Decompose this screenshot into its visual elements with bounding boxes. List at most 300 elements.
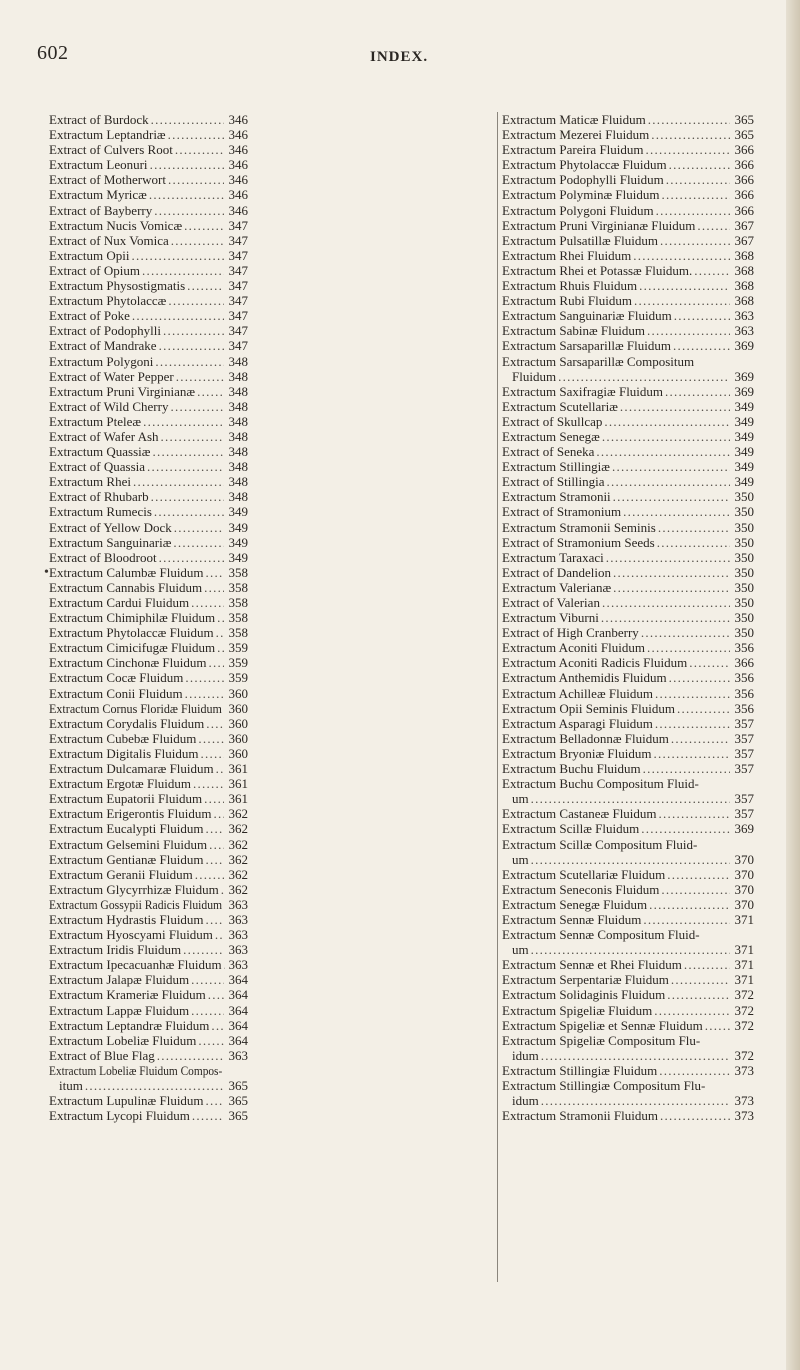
entry-name: Extractum Stramonii (502, 489, 611, 505)
entry-page-number: 364 (228, 1002, 248, 1018)
dot-leader (647, 323, 730, 338)
entry-page-number: 348 (228, 489, 248, 505)
entry-page-number: 366 (734, 157, 754, 173)
index-entry (49, 414, 248, 429)
dot-leader (85, 1078, 224, 1093)
index-entry (502, 852, 754, 867)
dot-leader (669, 157, 730, 172)
entry-name: Extractum Buchu Compositum Fluid- (502, 776, 699, 792)
dot-leader (558, 369, 730, 384)
entry-name: Extractum Stillingiæ (502, 459, 610, 475)
index-entry (502, 595, 754, 610)
index-entry (49, 852, 248, 867)
dot-leader (613, 489, 730, 504)
index-entry (49, 1003, 248, 1018)
dot-leader (531, 852, 730, 867)
index-entry (49, 1108, 248, 1123)
index-entry (502, 1003, 754, 1018)
entry-name: itum (59, 1078, 83, 1093)
index-entry (502, 776, 754, 791)
entry-page-number: 347 (228, 308, 248, 324)
dot-leader (674, 308, 730, 323)
entry-name: Extractum Scillæ Fluidum (502, 821, 640, 837)
entry-name: Extractum Eucalypti Fluidum (49, 821, 204, 837)
index-entry (49, 761, 248, 776)
index-entry (502, 429, 754, 444)
dot-leader (655, 686, 730, 701)
entry-name: Extractum Seneconis Fluidum (502, 881, 660, 897)
index-entry (502, 142, 754, 157)
index-entry (502, 399, 754, 414)
dot-leader (211, 1018, 224, 1033)
index-entry (49, 731, 248, 746)
dot-leader (604, 414, 730, 429)
dot-leader (191, 972, 224, 987)
entry-page-number: 358 (228, 564, 248, 580)
dot-leader (209, 837, 224, 852)
entry-name: Extract of Wafer Ash (49, 428, 159, 444)
entry-page-number: 348 (228, 413, 248, 429)
index-entry (49, 429, 248, 444)
entry-name: Extractum Serpentariæ Fluidum (502, 972, 669, 988)
index-entry (502, 957, 754, 972)
entry-page-number: 370 (734, 896, 754, 912)
entry-page-number: 368 (734, 293, 754, 309)
entry-name: Extractum Cannabis Fluidum (49, 579, 203, 595)
entry-page-number: 366 (734, 202, 754, 218)
index-entry (502, 746, 754, 761)
index-entry (49, 354, 248, 369)
entry-name: Extractum Rhuis Fluidum (502, 278, 638, 294)
index-entry (502, 927, 754, 942)
dot-leader (607, 474, 730, 489)
entry-page-number: 364 (228, 987, 248, 1003)
entry-page-number: 360 (228, 700, 248, 716)
index-entry (49, 323, 248, 338)
dot-leader (208, 987, 224, 1002)
dot-leader (634, 293, 730, 308)
index-entry (502, 972, 754, 987)
entry-page-number: 363 (734, 308, 754, 324)
dot-leader (659, 806, 730, 821)
page-number: 602 (37, 42, 69, 64)
dot-leader (677, 701, 730, 716)
dot-leader (195, 867, 224, 882)
entry-name: Extractum Krameriæ Fluidum (49, 987, 206, 1003)
index-entry (49, 308, 248, 323)
entry-page-number: 363 (734, 323, 754, 339)
entry-page-number: 359 (228, 640, 248, 656)
dot-leader (221, 882, 224, 897)
entry-name: Extractum Leptandriæ (49, 127, 166, 143)
entry-page-number: 347 (228, 323, 248, 339)
entry-page-number: 357 (734, 730, 754, 746)
entry-page-number: 350 (734, 504, 754, 520)
entry-name: Extract of Bayberry (49, 202, 153, 218)
dot-leader (155, 354, 224, 369)
entry-page-number: 349 (734, 428, 754, 444)
entry-page-number: 350 (734, 564, 754, 580)
index-entry (49, 912, 248, 927)
dot-leader (612, 459, 730, 474)
entry-name: Extractum Calumbæ Fluidum (49, 564, 204, 580)
dot-leader (655, 716, 730, 731)
index-entry (49, 444, 248, 459)
dot-leader (658, 520, 730, 535)
entry-page-number: 370 (734, 866, 754, 882)
entry-page-number: 346 (228, 172, 248, 188)
entry-name: Extractum Gelsemini Fluidum (49, 836, 208, 852)
index-entry (49, 670, 248, 685)
entry-name: Extractum Leonuri (49, 157, 148, 173)
dot-leader (174, 520, 224, 535)
entry-name: Extractum Rhei et Potassæ Fluidum. (502, 262, 693, 278)
entry-name: Extractum Sarsaparillæ Compositum (502, 353, 695, 369)
index-entry (502, 354, 754, 369)
index-entry (49, 746, 248, 761)
entry-page-number: 359 (228, 670, 248, 686)
index-column-left (49, 112, 249, 1123)
entry-page-number: 363 (228, 911, 248, 927)
entry-name: idum (512, 1047, 539, 1063)
index-entry (49, 1078, 248, 1093)
entry-name: Extract of Blue Flag (49, 1047, 155, 1063)
index-entry (502, 203, 754, 218)
entry-page-number: 349 (734, 474, 754, 490)
dot-leader (643, 912, 730, 927)
entry-name: Extractum Rumecis (49, 504, 152, 520)
dot-leader (613, 565, 730, 580)
page-edge (786, 0, 800, 1370)
entry-page-number: 371 (734, 942, 754, 958)
dot-leader (193, 776, 224, 791)
dot-leader (151, 112, 224, 127)
index-entry (49, 218, 248, 233)
dot-leader (659, 1063, 730, 1078)
dot-leader (643, 761, 730, 776)
dot-leader (217, 610, 224, 625)
entry-name: Extractum Gossypii Radicis Fluidum (49, 896, 223, 912)
dot-leader (159, 338, 224, 353)
dot-leader (206, 912, 224, 927)
entry-page-number: 348 (228, 383, 248, 399)
entry-name: Extractum Jalapæ Fluidum (49, 972, 190, 988)
entry-page-number: 363 (228, 942, 248, 958)
entry-page-number: 356 (734, 670, 754, 686)
entry-name: Extract of Seneka (502, 444, 595, 460)
entry-name: Extractum Glycyrrhizæ Fluidum (49, 881, 219, 897)
index-entry (502, 731, 754, 746)
entry-page-number: 349 (228, 549, 248, 565)
index-entry (49, 655, 248, 670)
dot-leader (673, 338, 730, 353)
entry-page-number: 348 (228, 368, 248, 384)
index-entry (49, 127, 248, 142)
entry-page-number: 363 (228, 957, 248, 973)
entry-name: Extractum Stillingiæ Fluidum (502, 1062, 658, 1078)
entry-name: Extractum Spigeliæ Compositum Flu- (502, 1032, 701, 1048)
entry-name: Extract of Water Pepper (49, 368, 174, 384)
index-entry (502, 1018, 754, 1033)
dot-leader (667, 867, 730, 882)
entry-name: Extractum Ipecacuanhæ Fluidum (49, 957, 222, 973)
dot-leader (648, 112, 730, 127)
index-entry (502, 218, 754, 233)
index-entry (502, 112, 754, 127)
entry-name: Extractum Taraxaci (502, 549, 604, 565)
margin-bullet-mark: • (44, 565, 49, 580)
index-entry (49, 565, 248, 580)
index-entry (502, 233, 754, 248)
dot-leader (183, 942, 224, 957)
dot-leader (184, 218, 224, 233)
entry-page-number: 350 (734, 579, 754, 595)
entry-name: Extractum Polygoni (49, 353, 154, 369)
index-entry (502, 535, 754, 550)
entry-page-number: 357 (734, 806, 754, 822)
entry-name: Extract of Stillingia (502, 474, 605, 490)
entry-page-number: 350 (734, 489, 754, 505)
index-entry (502, 791, 754, 806)
entry-page-number: 356 (734, 640, 754, 656)
dot-leader (143, 414, 224, 429)
entry-page-number: 347 (228, 232, 248, 248)
entry-name: Extractum Sennæ et Rhei Fluidum (502, 957, 682, 973)
index-entry (502, 248, 754, 263)
entry-name: Extractum Hydrastis Fluidum (49, 911, 204, 927)
entry-page-number: 365 (228, 1108, 248, 1124)
entry-page-number: 346 (228, 187, 248, 203)
dot-leader (601, 610, 730, 625)
index-entry (502, 474, 754, 489)
entry-page-number: 350 (734, 625, 754, 641)
index-entry (49, 806, 248, 821)
entry-name: Extractum Myricæ (49, 187, 147, 203)
dot-leader (206, 716, 224, 731)
index-entry (49, 293, 248, 308)
index-entry (49, 776, 248, 791)
entry-name: Extractum Pteleæ (49, 413, 142, 429)
index-entry (502, 1063, 754, 1078)
entry-page-number: 372 (734, 1047, 754, 1063)
dot-leader (641, 625, 730, 640)
index-column-right (502, 112, 755, 1123)
entry-name: Extractum Aconiti Fluidum (502, 640, 645, 656)
index-entry (502, 897, 754, 912)
entry-page-number: 373 (734, 1062, 754, 1078)
index-entry (49, 459, 248, 474)
dot-leader (204, 791, 224, 806)
entry-page-number: 367 (734, 217, 754, 233)
index-entry (502, 157, 754, 172)
entry-name: Extractum Spigeliæ et Sennæ Fluidum (502, 1017, 703, 1033)
entry-page-number: 348 (228, 428, 248, 444)
index-entry (502, 369, 754, 384)
entry-name: Extractum Sennæ Fluidum (502, 911, 642, 927)
dot-leader (620, 399, 730, 414)
index-entry (49, 278, 248, 293)
dot-leader (661, 187, 730, 202)
entry-page-number: 361 (228, 776, 248, 792)
entry-name: Extractum Erigerontis Fluidum (49, 806, 212, 822)
index-entry (49, 942, 248, 957)
entry-name: Extractum Anthemidis Fluidum (502, 670, 667, 686)
entry-page-number: 364 (228, 972, 248, 988)
dot-leader (633, 248, 730, 263)
entry-page-number: 347 (228, 247, 248, 263)
index-entry (49, 610, 248, 625)
entry-name: Extractum Saxifragiæ Fluidum (502, 383, 664, 399)
entry-name: Extractum Iridis Fluidum (49, 942, 182, 958)
index-entry (49, 157, 248, 172)
index-entry (49, 338, 248, 353)
entry-name: Extract of Opium (49, 262, 140, 278)
entry-page-number: 349 (228, 519, 248, 535)
entry-name: Extract of Rhubarb (49, 489, 149, 505)
entry-page-number: 363 (228, 1047, 248, 1063)
index-entry (49, 821, 248, 836)
index-entry (49, 535, 248, 550)
entry-page-number: 366 (734, 187, 754, 203)
entry-name: Extractum Viburni (502, 610, 599, 626)
dot-leader (206, 1093, 224, 1108)
entry-name: Extractum Corydalis Fluidum (49, 715, 205, 731)
entry-page-number: 371 (734, 972, 754, 988)
entry-name: um (512, 791, 529, 807)
index-entry (49, 248, 248, 263)
dot-leader (541, 1093, 730, 1108)
dot-leader (666, 172, 730, 187)
entry-name: Extractum Achilleæ Fluidum (502, 685, 653, 701)
entry-name: Extractum Mezerei Fluidum (502, 127, 650, 143)
entry-name: Extractum Opii Seminis Fluidum (502, 700, 675, 716)
entry-name: Extractum Cimicifugæ Fluidum (49, 640, 216, 656)
index-entry (502, 489, 754, 504)
entry-page-number: 358 (228, 610, 248, 626)
entry-name: Extractum Pruni Virginianæ (49, 383, 196, 399)
index-entry (502, 293, 754, 308)
dot-leader (157, 1048, 224, 1063)
entry-name: Extract of Stramonium Seeds (502, 534, 655, 550)
dot-leader (175, 142, 224, 157)
entry-page-number: 364 (228, 1032, 248, 1048)
entry-name: Extractum Rhei Fluidum (502, 247, 632, 263)
entry-page-number: 347 (228, 338, 248, 354)
entry-name: Extractum Belladonnæ Fluidum (502, 730, 669, 746)
dot-leader (215, 927, 224, 942)
index-entry (502, 127, 754, 142)
index-entry (502, 1108, 754, 1123)
index-entry (502, 701, 754, 716)
dot-leader (694, 263, 730, 278)
entry-page-number: 358 (228, 625, 248, 641)
dot-leader (198, 1033, 224, 1048)
index-entry (502, 837, 754, 852)
index-entry (502, 882, 754, 897)
entry-name: Extractum Phytolaccæ (49, 293, 167, 309)
entry-page-number: 356 (734, 700, 754, 716)
entry-name: Extractum Scutellariæ Fluidum (502, 866, 666, 882)
entry-name: Extract of Burdock (49, 112, 149, 127)
index-entry (502, 278, 754, 293)
entry-page-number: 365 (734, 112, 754, 127)
entry-name: Extractum Hyoscyami Fluidum (49, 927, 213, 943)
entry-name: um (512, 942, 529, 958)
index-entry (49, 957, 248, 972)
dot-leader (161, 429, 224, 444)
dot-leader (671, 731, 730, 746)
entry-page-number: 365 (734, 127, 754, 143)
dot-leader (133, 474, 224, 489)
index-entry (49, 550, 248, 565)
dot-leader (667, 987, 730, 1002)
column-divider (497, 112, 498, 1282)
index-entry (502, 867, 754, 882)
entry-name: Extractum Valerianæ (502, 579, 612, 595)
dot-leader (639, 278, 730, 293)
entry-page-number: 360 (228, 745, 248, 761)
dot-leader (660, 1108, 730, 1123)
dot-leader (216, 761, 224, 776)
entry-name: Extract of Motherwort (49, 172, 166, 188)
entry-name: Extractum Asparagi Fluidum (502, 715, 653, 731)
entry-page-number: 347 (228, 278, 248, 294)
entry-name: Extract of High Cranberry (502, 625, 639, 641)
dot-leader (613, 580, 730, 595)
entry-name: Extractum Sanguinariæ (49, 534, 172, 550)
index-entry (502, 520, 754, 535)
entry-page-number: 362 (228, 836, 248, 852)
entry-page-number: 349 (734, 444, 754, 460)
dot-leader (168, 293, 224, 308)
entry-page-number: 346 (228, 202, 248, 218)
entry-name: Extractum Gentianæ Fluidum (49, 851, 204, 867)
index-entry (49, 263, 248, 278)
entry-page-number: 369 (734, 368, 754, 384)
index-entry (502, 263, 754, 278)
entry-name: Extractum Chimiphilæ Fluidum (49, 610, 216, 626)
entry-name: Extractum Dulcamaræ Fluidum (49, 761, 214, 777)
entry-page-number: 356 (734, 685, 754, 701)
entry-name: Extract of Yellow Dock (49, 519, 172, 535)
index-entry (49, 399, 248, 414)
dot-leader (657, 535, 730, 550)
dot-leader (206, 852, 224, 867)
index-entry (49, 142, 248, 157)
dot-leader (697, 218, 730, 233)
entry-name: Extractum Cinchonæ Fluidum (49, 655, 207, 671)
dot-leader (151, 489, 224, 504)
dot-leader (602, 595, 730, 610)
entry-page-number: 371 (734, 957, 754, 973)
entry-page-number: 350 (734, 519, 754, 535)
entry-page-number: 372 (734, 1002, 754, 1018)
dot-leader (541, 1048, 730, 1063)
index-entry (49, 927, 248, 942)
entry-page-number: 358 (228, 579, 248, 595)
dot-leader (132, 308, 224, 323)
entry-name: Fluidum (512, 368, 557, 384)
dot-leader (168, 127, 224, 142)
entry-page-number: 349 (734, 398, 754, 414)
entry-name: Extractum Lobeliæ Fluidum Compos- (49, 1062, 223, 1078)
dot-leader (661, 882, 730, 897)
index-entry (502, 625, 754, 640)
dot-leader (602, 429, 730, 444)
entry-page-number: 348 (228, 353, 248, 369)
entry-page-number: 350 (734, 534, 754, 550)
index-entry (49, 384, 248, 399)
